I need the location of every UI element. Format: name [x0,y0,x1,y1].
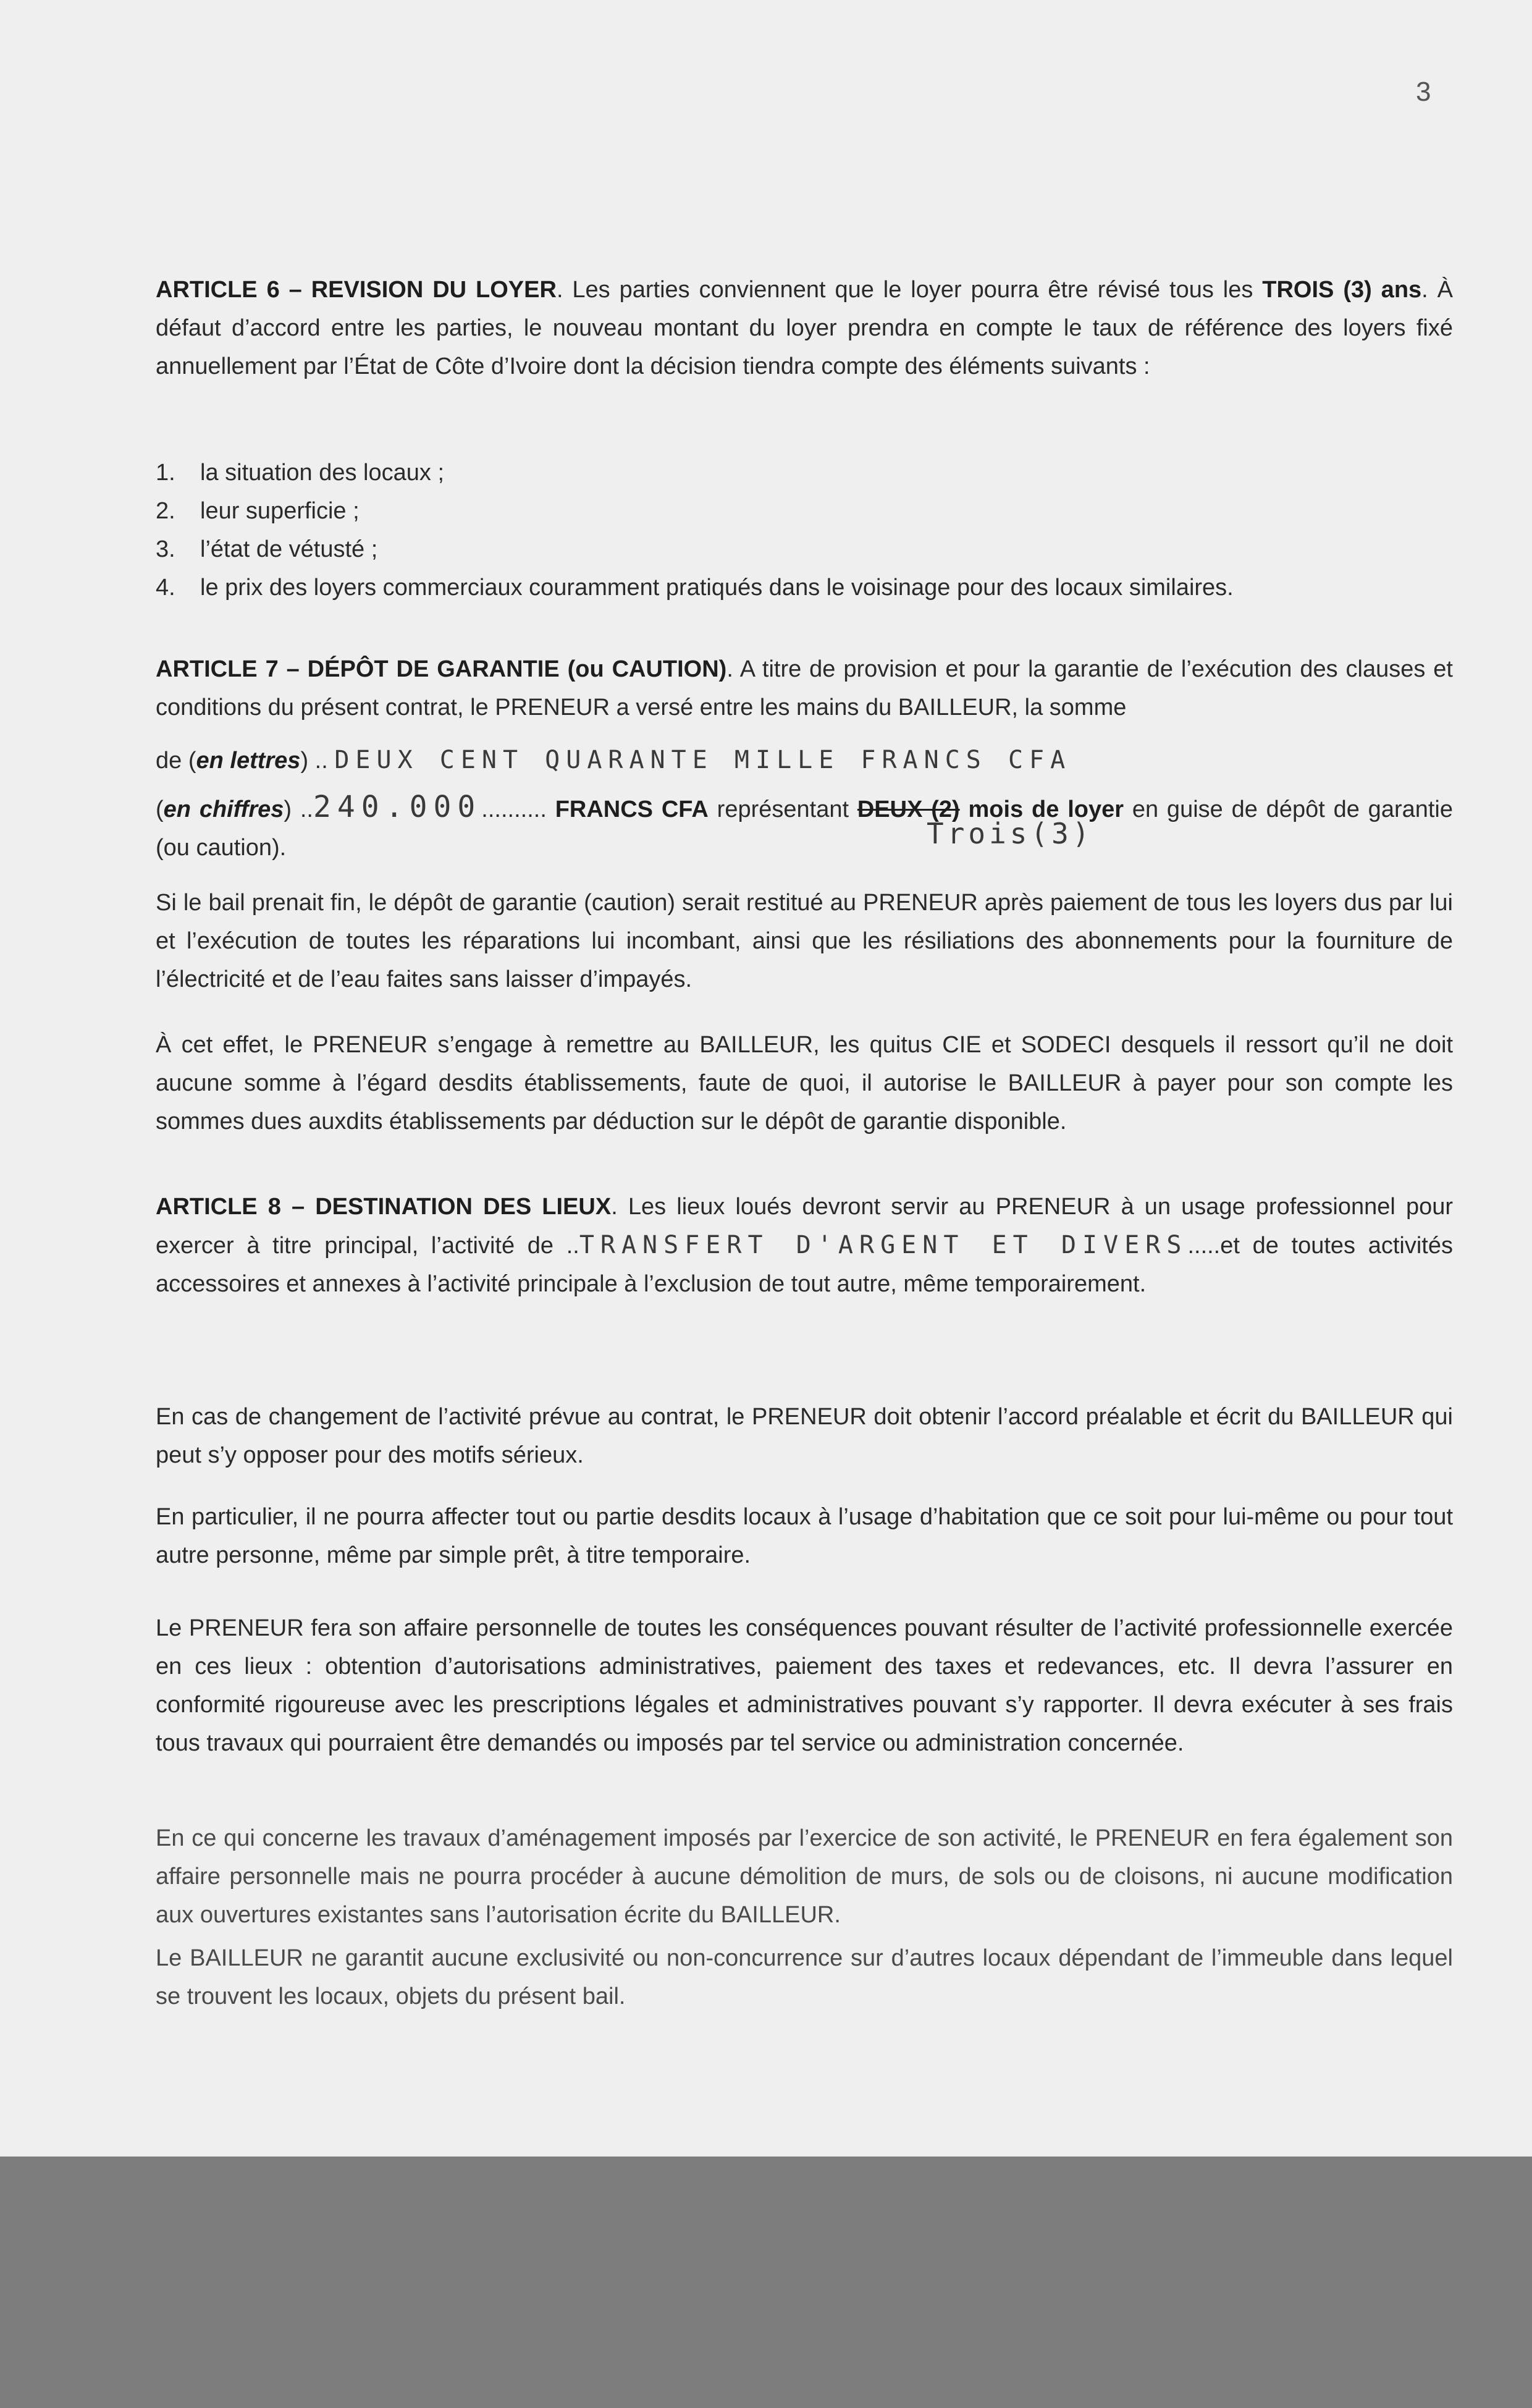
amount-words-handwritten: DEUX CENT QUARANTE MILLE FRANCS CFA [334,746,1072,774]
article-8-paragraph-5: En ce qui concerne les travaux d’aménagement imposés par l’exercice de son activité, le PRENEUR en fera également son affaire personnelle mais ne pourra procéder à aucune démolition de murs, de sols ou de cloisons, ni aucune modification aux ouvertures existantes sans l’autorisation écrite du BAILLEUR. [156,1825,1453,1928]
months-handwritten-correction: Trois(3) [927,817,1093,850]
page-number: 3 [1416,77,1431,107]
article-8-paragraph-2: En cas de changement de l’activité prévue au contrat, le PRENEUR doit obtenir l’accord préalable et écrit du BAILLEUR qui peut s’y opposer pour des motifs sérieux. [156,1404,1453,1468]
article-6-text-2: . À défaut d’accord entre les parties, le nouveau montant du loyer prendra en compte le taux de référence des loyers fixé annuellement par l’État de Côte d’Ivoire dont la décision tiendra compte des éléments suivants : [156,277,1453,379]
article-8-paragraph-3: En particulier, il ne pourra affecter tout ou partie desdits locaux à l’usage d’habitation que ce soit pour lui-même ou pour tout autre personne, même par simple prêt, à titre temporaire. [156,1504,1453,1568]
list-item: 1. la situation des locaux ; [156,460,445,486]
article-6-text-1: . Les parties conviennent que le loyer pourra être révisé tous les [556,277,1263,303]
article-7-paragraph-3: À cet effet, le PRENEUR s’engage à remettre au BAILLEUR, les quitus CIE et SODECI desquels il ressort qu’il ne doit aucune somme à l’égard desdits établissements, faute de quoi, il autorise le BAILLEUR à payer pour son compte les sommes dues auxdits établissements par déduction sur le dépôt de garantie disponible. [156,1032,1453,1134]
article-8-paragraph-6: Le BAILLEUR ne garantit aucune exclusivité ou non-concurrence sur d’autres locaux dépendant de l’immeuble dans lequel se trouvent les locaux, objets du présent bail. [156,1945,1453,2009]
article-7-paragraph [156,650,1453,727]
article-7-heading: ARTICLE 7 – DÉPÔT DE GARANTIE (ou CAUTION) [156,656,727,682]
en-lettres-label: en lettres [196,748,301,774]
currency-label: FRANCS CFA [555,796,709,822]
activity-handwritten: TRANSFERT D'ARGENT ET DIVERS [579,1231,1188,1259]
article-6-heading: ARTICLE 6 – REVISION DU LOYER [156,277,557,303]
amount-figures-handwritten: 240.000 [313,790,482,824]
revision-criteria-list [156,454,1453,607]
article-6-paragraph [156,271,1453,386]
article-8-heading: ARTICLE 8 – DESTINATION DES LIEUX [156,1194,612,1220]
article-6-period: TROIS (3) ans [1262,277,1422,303]
en-chiffres-label: en chiffres [163,796,284,822]
article-8-paragraph [156,1188,1453,1303]
article-8-text-1: . Les lieux loués devront servir au PRENEUR à un usage professionnel pour exercer à titre principal, l’activité de .. [156,1194,1454,1259]
article-8-text-2: .....et de toutes activités accessoires et annexes à l’activité principale à l’exclusion de tout autre, même temporairement. [156,1233,1453,1297]
article-8-paragraph-4: Le PRENEUR fera son affaire personnelle de toutes les conséquences pouvant résulter de l’activité professionnelle exercée en ces lieux : obtention d’autorisations administratives, paiement des taxes et redevances, etc. Il devra l’assurer en conformité rigoureuse avec les prescriptions légales et administratives pouvant s’y rapporter. Il devra exécuter à ses frais tous travaux qui pourraient être demandés ou imposés par tel service ou administration concernée. [156,1615,1453,1756]
list-item: 2. leur superficie ; [156,498,360,524]
list-item: 4. le prix des loyers commerciaux couramment pratiqués dans le voisinage pour des locaux similaires. [156,575,1234,601]
struck-months: DEUX (2) [857,796,960,822]
amount-in-figures-line: (en chiffres) ..240.000.......... FRANCS CFA représentant DEUX (2) mois de loyer en guise de dépôt de garantie (ou caution). [156,790,1454,861]
article-7-text-1: . A titre de provision et pour la garantie de l’exécution des clauses et conditions du présent contrat, le PRENEUR a versé entre les mains du BAILLEUR, la somme [156,656,1453,720]
amount-in-words-line: de (en lettres) .. DEUX CENT QUARANTE MILLE FRANCS CFA [156,746,1072,774]
article-7-paragraph-2: Si le bail prenait fin, le dépôt de garantie (caution) serait restitué au PRENEUR après paiement de tous les loyers dus par lui et l’exécution de toutes les réparations lui incombant, ainsi que les résiliations des abonnements pour la fourniture de l’électricité et de l’eau faites sans laisser d’impayés. [156,890,1453,992]
list-item: 3. l’état de vétusté ; [156,536,378,562]
